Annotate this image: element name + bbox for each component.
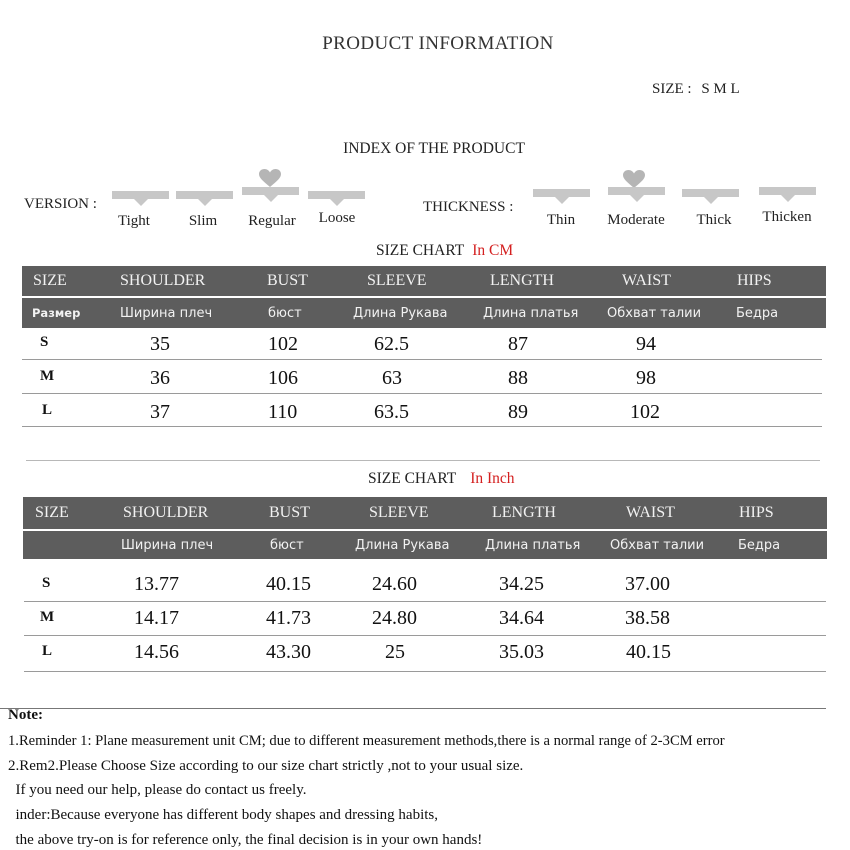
size-chart-cm-unit: In CM: [472, 242, 514, 259]
thickness-label: THICKNESS :: [423, 199, 514, 215]
inch-cell-size: S: [42, 575, 51, 591]
cm-cell-bust: 110: [268, 401, 298, 423]
cm-col-size: SIZE: [33, 272, 67, 289]
row-divider: [24, 601, 826, 602]
cm-sub-shoulder: Ширина плеч: [120, 305, 213, 321]
heart-icon: [622, 169, 646, 189]
inch-sub-hips: Бедра: [738, 537, 781, 553]
version-option-loose: Loose: [318, 210, 356, 226]
cm-sub-hips: Бедра: [736, 305, 779, 321]
note-line: If you need our help, please do contact us freely.: [8, 782, 307, 798]
cm-cell-length: 88: [508, 367, 528, 389]
inch-cell-bust: 41.73: [266, 607, 311, 629]
cm-cell-shoulder: 37: [150, 401, 170, 423]
cm-cell-sleeve: 63: [382, 367, 402, 389]
version-option-regular: Regular: [248, 213, 296, 229]
cm-col-bust: BUST: [267, 272, 308, 289]
version-label: VERSION :: [24, 196, 97, 212]
inch-col-sleeve: SLEEVE: [369, 504, 429, 521]
heart-icon: [258, 168, 282, 188]
inch-cell-length: 34.25: [499, 573, 544, 595]
notes-divider: [0, 708, 826, 709]
row-divider: [22, 426, 822, 427]
cm-cell-waist: 94: [636, 333, 656, 355]
cm-sub-waist: Обхват талии: [607, 305, 702, 321]
thickness-option-thin: Thin: [546, 212, 576, 228]
inch-sub-shoulder: Ширина плеч: [121, 537, 214, 553]
cm-cell-length: 87: [508, 333, 528, 355]
cm-cell-shoulder: 35: [150, 333, 170, 355]
row-divider: [24, 635, 826, 636]
notes-title: Note:: [8, 707, 43, 723]
cm-cell-sleeve: 62.5: [374, 333, 409, 355]
cm-cell-length: 89: [508, 401, 528, 423]
inch-cell-length: 34.64: [499, 607, 544, 629]
thickness-bar-thicken: [759, 187, 816, 195]
cm-cell-shoulder: 36: [150, 367, 170, 389]
version-option-tight: Tight: [118, 213, 150, 229]
cm-col-shoulder: SHOULDER: [120, 272, 206, 289]
cm-col-hips: HIPS: [737, 272, 772, 289]
row-divider: [22, 393, 822, 394]
note-line: inder:Because everyone has different body shapes and dressing habits,: [8, 807, 439, 823]
cm-cell-size: L: [42, 402, 53, 418]
thickness-bar-thick: [682, 189, 739, 197]
cm-cell-sleeve: 63.5: [374, 401, 409, 423]
version-bar-loose: [308, 191, 365, 199]
cm-cell-waist: 102: [630, 401, 660, 423]
cm-cell-bust: 102: [268, 333, 298, 355]
inch-col-length: LENGTH: [492, 504, 556, 521]
cm-col-length: LENGTH: [490, 272, 554, 289]
inch-col-bust: BUST: [269, 504, 310, 521]
inch-col-waist: WAIST: [626, 504, 675, 521]
inch-cell-size: L: [42, 643, 53, 659]
version-bar-slim: [176, 191, 233, 199]
cm-header-row: [22, 266, 826, 296]
cm-cell-bust: 106: [268, 367, 298, 389]
thickness-option-thicken: Thicken: [762, 209, 812, 225]
size-label: SIZE :: [652, 81, 692, 97]
size-values: S M L: [701, 81, 740, 97]
cm-subheader-row: [22, 298, 826, 328]
note-line: the above try-on is for reference only, the final decision is in your own hands!: [8, 832, 483, 848]
size-chart-inch-label: SIZE CHART: [368, 470, 457, 487]
inch-cell-shoulder: 14.56: [134, 641, 179, 663]
cm-cell-size: M: [40, 368, 55, 384]
cm-col-sleeve: SLEEVE: [367, 272, 427, 289]
inch-subheader-row: [23, 531, 827, 559]
size-chart-cm-label: SIZE CHART: [376, 242, 465, 259]
size-chart-inch-unit: In Inch: [470, 470, 515, 487]
note-line: 2.Rem2.Please Choose Size according to our size chart strictly ,not to your usual size.: [8, 758, 524, 774]
cm-cell-size: S: [40, 334, 49, 350]
inch-cell-sleeve: 24.80: [372, 607, 417, 629]
inch-cell-bust: 40.15: [266, 573, 311, 595]
thickness-bar-thin: [533, 189, 590, 197]
inch-sub-sleeve: Длина Рукава: [355, 537, 450, 553]
cm-sub-length: Длина платья: [483, 305, 579, 321]
inch-cell-size: M: [40, 609, 55, 625]
version-bar-regular: [242, 187, 299, 195]
index-title: INDEX OF THE PRODUCT: [343, 140, 525, 157]
size-chart-cm-title: [376, 242, 513, 260]
cm-sub-bust: бюст: [268, 305, 302, 321]
inch-col-shoulder: SHOULDER: [123, 504, 209, 521]
thickness-option-moderate: Moderate: [607, 212, 665, 228]
version-option-slim: Slim: [188, 213, 218, 229]
section-divider: [26, 460, 820, 461]
inch-cell-sleeve: 25: [385, 641, 405, 663]
inch-cell-waist: 37.00: [625, 573, 670, 595]
inch-cell-sleeve: 24.60: [372, 573, 417, 595]
cm-sub-size: Размер: [32, 306, 81, 320]
inch-col-size: SIZE: [35, 504, 69, 521]
inch-cell-waist: 40.15: [626, 641, 671, 663]
inch-header-row: [23, 497, 827, 529]
inch-sub-bust: бюст: [270, 537, 304, 553]
note-line: 1.Reminder 1: Plane measurement unit CM; due to different measurement methods,there is a normal range of 2-3CM error: [8, 733, 725, 749]
cm-sub-sleeve: Длина Рукава: [353, 305, 448, 321]
inch-sub-waist: Обхват талии: [610, 537, 705, 553]
size-chart-inch-title: [368, 470, 515, 488]
thickness-bar-moderate: [608, 187, 665, 195]
sizes-available: [652, 81, 740, 98]
cm-cell-waist: 98: [636, 367, 656, 389]
inch-col-hips: HIPS: [739, 504, 774, 521]
cm-col-waist: WAIST: [622, 272, 671, 289]
inch-cell-length: 35.03: [499, 641, 544, 663]
row-divider: [22, 359, 822, 360]
inch-cell-shoulder: 14.17: [134, 607, 179, 629]
inch-sub-length: Длина платья: [485, 537, 581, 553]
thickness-option-thick: Thick: [696, 212, 732, 228]
version-bar-tight: [112, 191, 169, 199]
page-title: PRODUCT INFORMATION: [322, 33, 554, 54]
inch-cell-shoulder: 13.77: [134, 573, 179, 595]
inch-cell-bust: 43.30: [266, 641, 311, 663]
inch-cell-waist: 38.58: [625, 607, 670, 629]
row-divider: [24, 671, 826, 672]
